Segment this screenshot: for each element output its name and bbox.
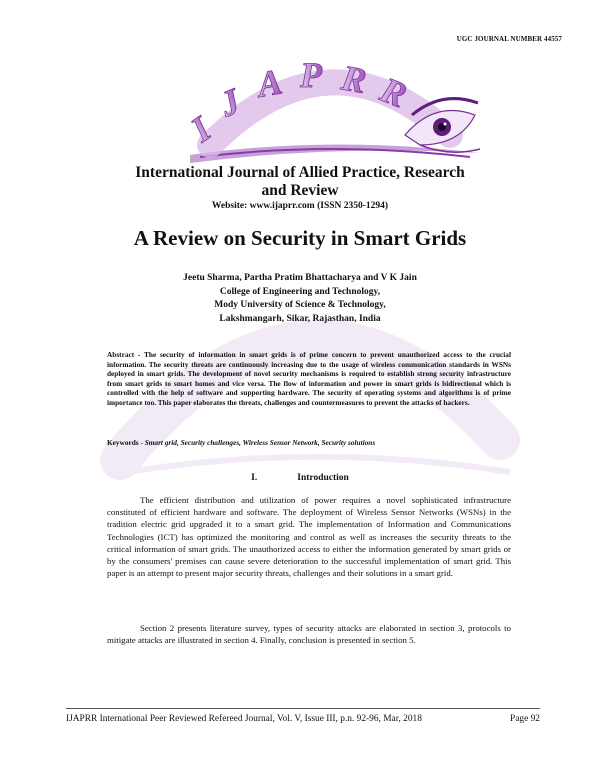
section-number: I. — [251, 473, 258, 483]
svg-text:A: A — [254, 61, 286, 105]
journal-title-line2: and Review — [261, 182, 339, 199]
footer-citation: IJAPRR International Peer Reviewed Refereed Journal, Vol. V, Issue III, p.n. 92-96, Mar, 2018 — [66, 714, 422, 724]
keywords — [107, 438, 511, 447]
svg-text:I: I — [183, 108, 219, 150]
svg-text:R: R — [338, 57, 370, 102]
paper-title: A Review on Security in Smart Grids — [133, 226, 467, 250]
page-footer — [66, 714, 540, 724]
svg-text:J: J — [214, 80, 246, 125]
section-title: Introduction — [297, 473, 349, 483]
journal-title-line1: International Journal of Allied Practice, Research — [135, 164, 465, 181]
journal-title — [0, 164, 600, 200]
affiliation-line: Mody University of Science & Technology, — [214, 300, 386, 310]
ugc-journal-number: UGC JOURNAL NUMBER 44557 — [456, 35, 562, 43]
svg-text:R: R — [375, 69, 413, 116]
affiliation-line: Lakshmangarh, Sikar, Rajasthan, India — [219, 313, 381, 324]
abstract: Abstract - The security of information in smart grids is of prime concern to prevent unauthorized access to the crucial information. The security threats are continuously increasing due to the usage of wireless communication standards in WSNs deployed in smart grids. The development of novel security mechanisms is required to establish strong security infrastructure from smart grids to smart homes and vice versa. The flow of information and power in smart grids is bidirectional which is controlled with the help of software and supporting hardware. The security of operating systems and algorithms is of prime importance too. This paper elaborates the threats, challenges and countermeasures to prevent the attacks of hackers. — [107, 350, 511, 407]
keywords-text: Smart grid, Security challenges, Wireless Sensor Network, Security solutions — [144, 438, 376, 447]
journal-logo — [180, 45, 490, 170]
footer-divider — [66, 708, 540, 709]
section-heading — [0, 473, 600, 483]
affiliation-line: College of Engineering and Technology, — [219, 286, 381, 297]
svg-text:P: P — [300, 55, 322, 95]
author-names: Jeetu Sharma, Partha Pratim Bhattacharya and V K Jain — [183, 273, 417, 283]
body-paragraph: The efficient distribution and utilization of power requires a novel sophisticated infrastructure constituted of efficient hardware and software. The deployment of Wireless Sensor Networks (WSNs) in the tradition electric grid upgraded it to a smart grid. The implementation of Information and Communications Technologies (ICT) has optimized the monitoring and control as well as increases the security threats to the critical information of smart grids. The unauthorized access to either the information generated by smart grids or by the consumers' premises can cause severe deterioration to the successful implementation of smart grid. This paper is an attempt to present major security threats, challenges and their solutions in a smart grid. — [107, 495, 511, 579]
page-number: Page 92 — [510, 714, 540, 724]
author-block — [0, 272, 600, 326]
body-paragraph: Section 2 presents literature survey, types of security attacks are elaborated in section 3, protocols to mitigate attacks are illustrated in section 4. Finally, conclusion is presented in section 5. — [107, 623, 511, 646]
keywords-label: Keywords - — [107, 438, 145, 447]
journal-website: Website: www.ijaprr.com (ISSN 2350-1294) — [211, 201, 389, 211]
